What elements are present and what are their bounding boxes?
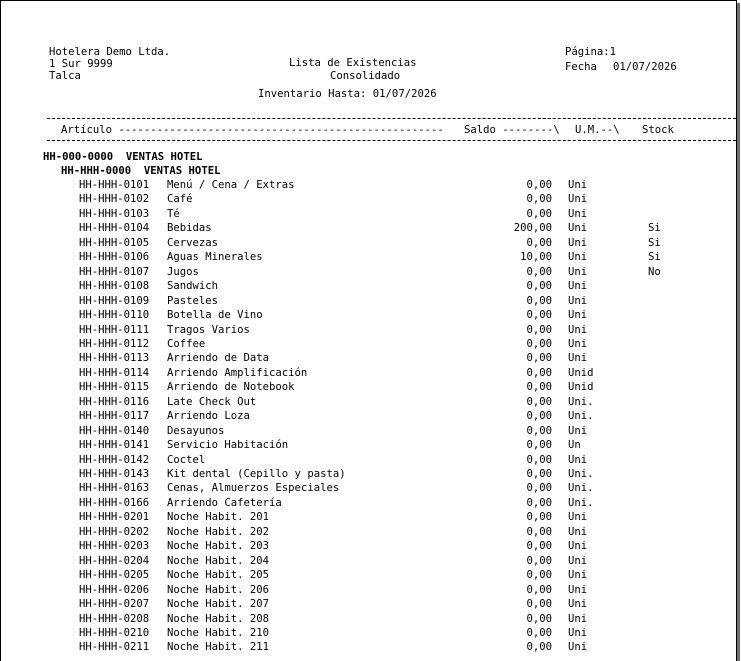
row-code: HH-HHH-0104 — [79, 222, 150, 235]
row-code: HH-HHH-0114 — [79, 366, 150, 379]
row-saldo: 0,00 — [526, 193, 552, 206]
row-code: HH-HHH-0116 — [79, 395, 150, 408]
row-saldo: 0,00 — [526, 453, 552, 466]
row-saldo: 0,00 — [526, 410, 552, 423]
row-saldo: 0,00 — [526, 323, 552, 336]
date-value: 01/07/2026 — [613, 61, 677, 73]
col-saldo-label: Saldo — [464, 124, 496, 136]
row-um: Uni — [568, 280, 588, 293]
row-code: HH-HHH-0103 — [79, 207, 150, 220]
row-um: Uni — [568, 612, 588, 625]
row-um: Uni — [568, 352, 588, 365]
header-rule-top — [47, 118, 736, 119]
row-name: Café — [167, 193, 193, 206]
row-name: Noche Habit. 204 — [167, 554, 270, 567]
col-um: U.M.--\ — [575, 124, 620, 136]
row-name: Noche Habit. 211 — [167, 641, 270, 654]
company-name: Hotelera Demo Ltda. — [49, 46, 171, 58]
row-um: Uni. — [568, 482, 594, 495]
row-um: Uni — [568, 627, 588, 639]
row-um: Uni. — [568, 410, 594, 423]
row-stock: Si — [648, 222, 661, 235]
page-number: 1 — [609, 46, 617, 58]
col-saldo — [464, 124, 560, 136]
row-code: HH-HHH-0113 — [79, 352, 150, 365]
row-saldo: 0,00 — [526, 352, 552, 365]
row-code: HH-HHH-0109 — [79, 294, 150, 307]
row-name: Pasteles — [167, 294, 219, 307]
row-um: Uni — [568, 569, 588, 582]
row-saldo: 0,00 — [526, 366, 552, 379]
col-articulo — [61, 124, 444, 136]
row-name: Botella de Vino — [167, 309, 263, 321]
row-code: HH-HHH-0203 — [79, 540, 150, 553]
row-saldo: 10,00 — [520, 251, 552, 264]
row-name: Sandwich — [167, 280, 219, 293]
row-name: Arriendo Cafetería — [167, 496, 282, 509]
header-rule-bottom — [47, 140, 736, 141]
row-name: Noche Habit. 205 — [167, 569, 270, 582]
row-um: Uni — [568, 511, 588, 524]
row-name: Coctel — [167, 453, 206, 466]
row-code: HH-HHH-0110 — [79, 309, 150, 321]
report-title: Lista de Existencias — [289, 57, 417, 69]
row-um: Uni — [568, 251, 588, 264]
row-um: Uni — [568, 236, 588, 249]
row-code: HH-HHH-0208 — [79, 612, 150, 625]
row-um: Uni — [568, 453, 588, 466]
row-saldo: 0,00 — [526, 381, 552, 394]
row-name: Cenas, Almuerzos Especiales — [167, 482, 340, 495]
row-name: Servicio Habitación — [167, 439, 289, 452]
row-name: Tragos Varios — [167, 323, 250, 336]
row-um: Uni. — [568, 395, 594, 408]
row-code: HH-HHH-0142 — [79, 453, 150, 466]
row-um: Uni — [568, 337, 588, 350]
row-saldo: 0,00 — [526, 482, 552, 495]
row-name: Noche Habit. 210 — [167, 627, 270, 639]
row-code: HH-HHH-0117 — [79, 410, 150, 423]
row-name: Arriendo Loza — [167, 410, 250, 423]
row-um: Uni — [568, 554, 588, 567]
row-code: HH-HHH-0166 — [79, 496, 150, 509]
row-code: HH-HHH-0111 — [79, 323, 150, 336]
col-articulo-label: Artículo — [61, 124, 113, 136]
row-saldo: 0,00 — [526, 294, 552, 307]
row-um: Unid — [568, 366, 594, 379]
row-code: HH-HHH-0105 — [79, 236, 150, 249]
row-code: HH-HHH-0107 — [79, 265, 150, 278]
row-stock: Si — [648, 251, 661, 264]
row-code: HH-HHH-0143 — [79, 468, 150, 480]
row-saldo: 0,00 — [526, 236, 552, 249]
row-code: HH-HHH-0210 — [79, 627, 150, 639]
col-saldo-dashes: --------\ — [502, 124, 560, 136]
group-level-2: HH-HHH-0000 VENTAS HOTEL — [61, 165, 221, 177]
row-code: HH-HHH-0112 — [79, 337, 150, 350]
row-name: Arriendo de Notebook — [167, 381, 295, 394]
row-code: HH-HHH-0141 — [79, 439, 150, 452]
row-saldo: 0,00 — [526, 627, 552, 639]
row-um: Uni — [568, 222, 588, 235]
row-code: HH-HHH-0102 — [79, 193, 150, 206]
row-name: Menú / Cena / Extras — [167, 179, 295, 191]
row-name: Coffee — [167, 337, 206, 350]
row-saldo: 0,00 — [526, 540, 552, 553]
row-name: Late Check Out — [167, 395, 257, 408]
page-label: Página: — [565, 46, 610, 58]
row-saldo: 0,00 — [526, 569, 552, 582]
row-um: Uni — [568, 207, 588, 220]
row-name: Té — [167, 207, 180, 220]
row-saldo: 0,00 — [526, 583, 552, 596]
row-stock: No — [648, 265, 661, 278]
row-name: Aguas Minerales — [167, 251, 263, 264]
row-name: Bebidas — [167, 222, 212, 235]
row-code: HH-HHH-0201 — [79, 511, 150, 524]
row-code: HH-HHH-0204 — [79, 554, 150, 567]
row-saldo: 0,00 — [526, 207, 552, 220]
row-um: Uni — [568, 309, 588, 321]
row-saldo: 200,00 — [513, 222, 552, 235]
row-um: Uni — [568, 424, 588, 437]
row-um: Uni — [568, 193, 588, 206]
row-saldo: 0,00 — [526, 424, 552, 437]
row-name: Noche Habit. 203 — [167, 540, 270, 553]
row-um: Unid — [568, 381, 594, 394]
row-name: Cervezas — [167, 236, 219, 249]
row-um: Uni — [568, 525, 588, 538]
row-saldo: 0,00 — [526, 554, 552, 567]
row-saldo: 0,00 — [526, 439, 552, 452]
row-saldo: 0,00 — [526, 598, 552, 610]
row-saldo: 0,00 — [526, 309, 552, 321]
row-code: HH-HHH-0140 — [79, 424, 150, 437]
row-um: Uni — [568, 294, 588, 307]
row-saldo: 0,00 — [526, 511, 552, 524]
row-name: Noche Habit. 201 — [167, 511, 270, 524]
row-code: HH-HHH-0106 — [79, 251, 150, 264]
row-um: Uni — [568, 179, 588, 191]
row-code: HH-HHH-0202 — [79, 525, 150, 538]
row-code: HH-HHH-0205 — [79, 569, 150, 582]
row-code: HH-HHH-0206 — [79, 583, 150, 596]
row-saldo: 0,00 — [526, 641, 552, 654]
col-articulo-dashes: --------------------------------------------------- — [118, 124, 444, 136]
row-saldo: 0,00 — [526, 337, 552, 350]
row-name: Noche Habit. 208 — [167, 612, 270, 625]
row-saldo: 0,00 — [526, 468, 552, 480]
row-code: HH-HHH-0207 — [79, 598, 150, 610]
row-code: HH-HHH-0108 — [79, 280, 150, 293]
row-name: Arriendo Amplificación — [167, 366, 308, 379]
row-um: Uni — [568, 323, 588, 336]
row-saldo: 0,00 — [526, 525, 552, 538]
row-name: Noche Habit. 202 — [167, 525, 270, 538]
row-um: Uni — [568, 583, 588, 596]
row-um: Un — [568, 439, 581, 452]
row-um: Uni. — [568, 496, 594, 509]
row-saldo: 0,00 — [526, 612, 552, 625]
row-um: Uni — [568, 265, 588, 278]
row-code: HH-HHH-0101 — [79, 179, 150, 191]
row-name: Desayunos — [167, 424, 225, 437]
row-name: Arriendo de Data — [167, 352, 270, 365]
row-stock: Si — [648, 236, 661, 249]
row-saldo: 0,00 — [526, 179, 552, 191]
row-saldo: 0,00 — [526, 265, 552, 278]
row-um: Uni — [568, 598, 588, 610]
company-city: Talca — [49, 70, 81, 82]
page-label-row — [565, 46, 616, 58]
row-um: Uni — [568, 641, 588, 654]
row-um: Uni. — [568, 468, 594, 480]
company-address: 1 Sur 9999 — [49, 58, 113, 70]
row-um: Uni — [568, 540, 588, 553]
row-code: HH-HHH-0115 — [79, 381, 150, 394]
row-saldo: 0,00 — [526, 280, 552, 293]
row-code: HH-HHH-0163 — [79, 482, 150, 495]
row-name: Jugos — [167, 265, 199, 278]
row-saldo: 0,00 — [526, 496, 552, 509]
col-stock: Stock — [642, 124, 674, 136]
inventory-until: Inventario Hasta: 01/07/2026 — [258, 88, 437, 100]
row-code: HH-HHH-0211 — [79, 641, 150, 654]
group-level-1: HH-000-0000 VENTAS HOTEL — [43, 151, 203, 163]
row-name: Kit dental (Cepillo y pasta) — [167, 468, 346, 480]
row-name: Noche Habit. 207 — [167, 598, 270, 610]
row-name: Noche Habit. 206 — [167, 583, 270, 596]
report-subtitle: Consolidado — [330, 70, 401, 82]
date-label: Fecha — [565, 61, 597, 73]
row-saldo: 0,00 — [526, 395, 552, 408]
